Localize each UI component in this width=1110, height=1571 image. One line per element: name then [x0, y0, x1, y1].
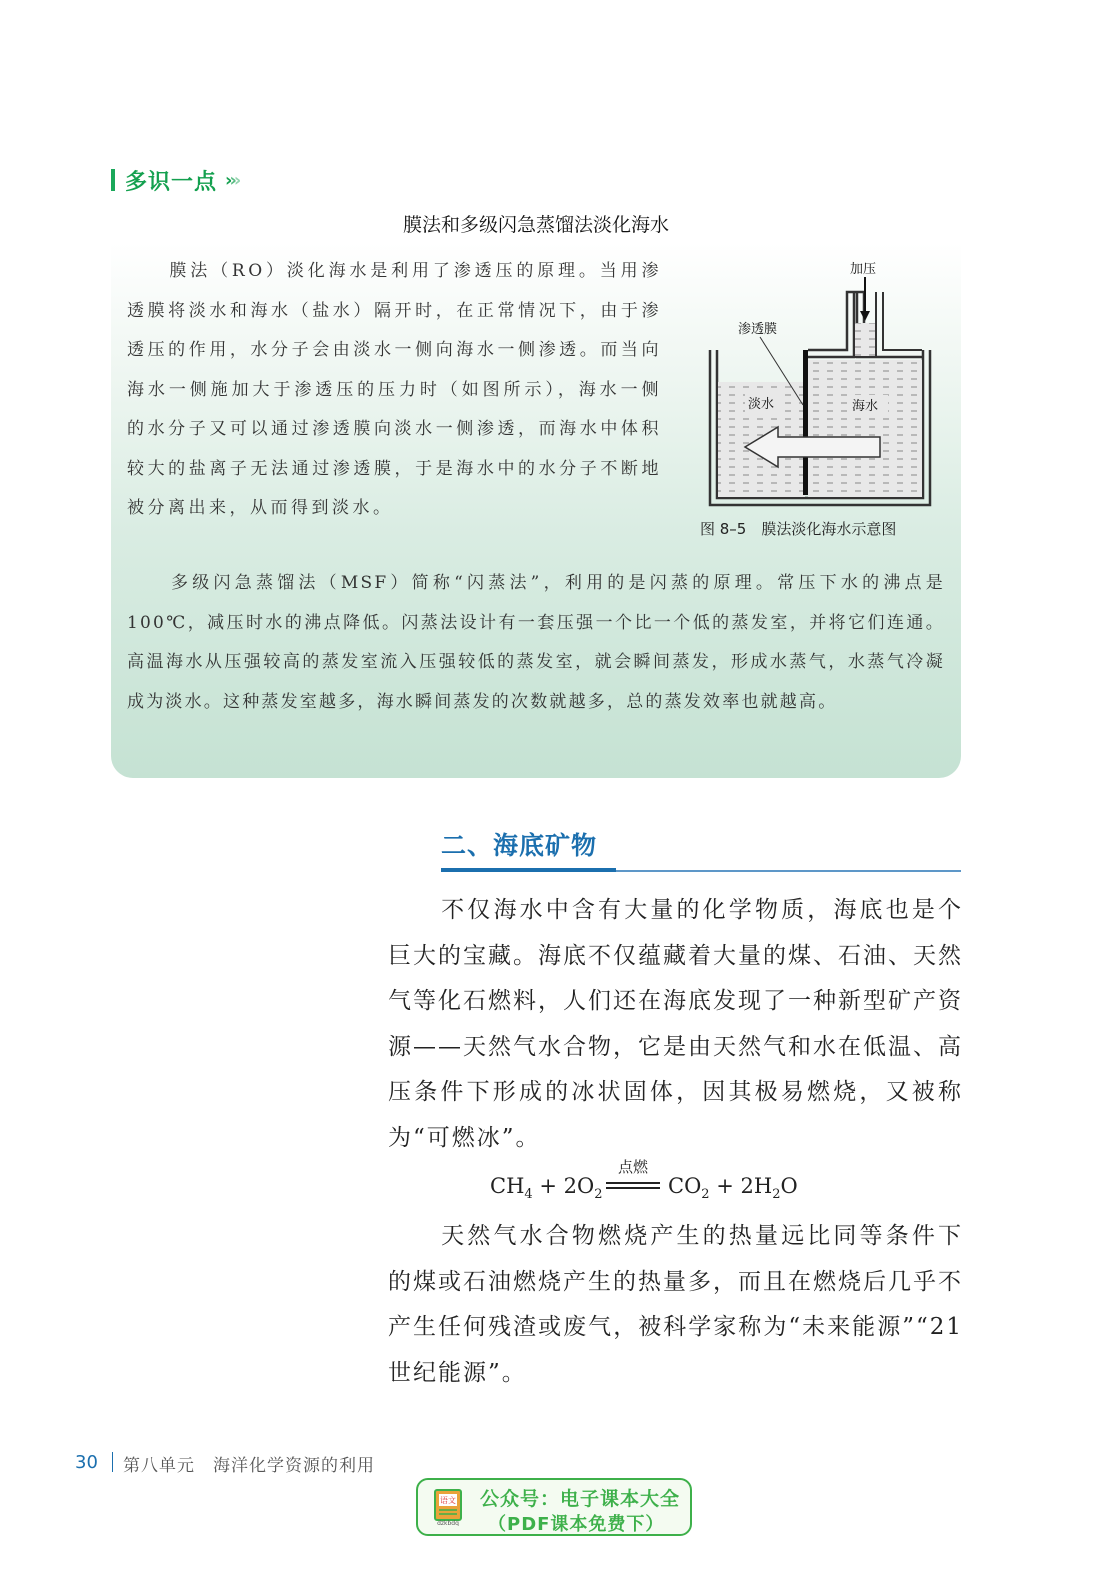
- book-icon-label: 语文: [440, 1496, 456, 1505]
- eq-reactant2: + 2O: [532, 1174, 595, 1198]
- chevrons-icon: ›››: [225, 169, 239, 191]
- watermark-line2: （PDF课本免费下）: [488, 1514, 665, 1535]
- page-number: 30: [75, 1452, 98, 1473]
- box-title: 膜法和多级闪急蒸馏法淡化海水: [402, 214, 669, 236]
- header-accent-bar: [111, 169, 115, 191]
- eq-reactant2-sub: 2: [594, 1187, 603, 1203]
- label-fresh-water: 淡水: [748, 397, 775, 412]
- footer-separator: [112, 1452, 113, 1472]
- label-sea-water: 海水: [852, 399, 879, 414]
- info-paragraph-1-text: 膜法（RO）淡化海水是利用了渗透压的原理。当用渗透膜将淡水和海水（盐水）隔开时，在正常情况下，由于渗透压的作用，水分子会由淡水一侧向海水一侧渗透。而当向海水一侧施加大于渗透压的压力时（如图所示），海水一侧的水分子又可以通过渗透膜向淡水一侧渗透，而海水中体积较大的盐离子无法通过渗透膜，于是海水中的水分子不断地被分离出来，从而得到淡水。: [127, 261, 662, 518]
- book-icon: [432, 1488, 468, 1526]
- eq-product2-sub: 2: [772, 1187, 781, 1203]
- section-paragraph-1: [388, 888, 963, 1161]
- section-paragraph-2: [388, 1214, 963, 1396]
- eq-reactant1-sub: 4: [524, 1187, 533, 1203]
- section-underline-accent: [441, 868, 616, 872]
- eq-condition: 点燃: [617, 1158, 648, 1176]
- watermark-badge: [416, 1478, 692, 1536]
- info-paragraph-2-text: 多级闪急蒸馏法（MSF）简称“闪蒸法”，利用的是闪蒸的原理。常压下水的沸点是 100℃，减压时水的沸点降低。闪蒸法设计有一套压强一个比一个低的蒸发室，并将它们连通。高温海水从压强较高的蒸发室流入压强较低的蒸发室，就会瞬间蒸发，形成水蒸气，水蒸气冷凝成为淡水。这种蒸发室越多，海水瞬间蒸发的次数就越多，总的蒸发效率也就越高。: [127, 573, 945, 712]
- section-title: 二、海底矿物: [441, 831, 598, 860]
- membrane-diagram: [700, 255, 940, 510]
- label-membrane: 渗透膜: [738, 322, 778, 337]
- info-paragraph-2: [127, 564, 945, 722]
- eq-product2-tail: O: [780, 1174, 798, 1198]
- unit-title: 第八单元 海洋化学资源的利用: [123, 1456, 375, 1476]
- eq-reactant1: CH: [490, 1174, 525, 1198]
- section-paragraph-1-text: 不仅海水中含有大量的化学物质，海底也是个巨大的宝藏。海底不仅蕴藏着大量的煤、石油、天然气等化石燃料，人们还在海底发现了一种新型矿产资源——天然气水合物，它是由天然气和水在低温、高压条件下形成的冰状固体，因其极易燃烧，又被称为“可燃冰”。: [388, 897, 963, 1151]
- book-icon-sublabel: dzkbdq: [437, 1520, 459, 1526]
- info-paragraph-1: [127, 252, 662, 529]
- more-knowledge-label: 多识一点: [125, 169, 218, 195]
- label-pressure: 加压: [850, 262, 877, 277]
- eq-arrow: [606, 1158, 660, 1189]
- eq-product1-sub: 2: [701, 1187, 710, 1203]
- more-knowledge-header: [111, 165, 238, 195]
- eq-product1: CO: [668, 1174, 702, 1198]
- eq-product2: + 2H: [709, 1174, 773, 1198]
- figure-caption: 图 8–5 膜法淡化海水示意图: [700, 520, 897, 538]
- section-paragraph-2-text: 天然气水合物燃烧产生的热量远比同等条件下的煤或石油燃烧产生的热量多，而且在燃烧后几乎不产生任何残渣或废气，被科学家称为“未来能源”“21 世纪能源”。: [388, 1223, 963, 1386]
- watermark-line1: 公众号：电子课本大全: [480, 1488, 681, 1510]
- combustion-equation: [388, 1158, 963, 1208]
